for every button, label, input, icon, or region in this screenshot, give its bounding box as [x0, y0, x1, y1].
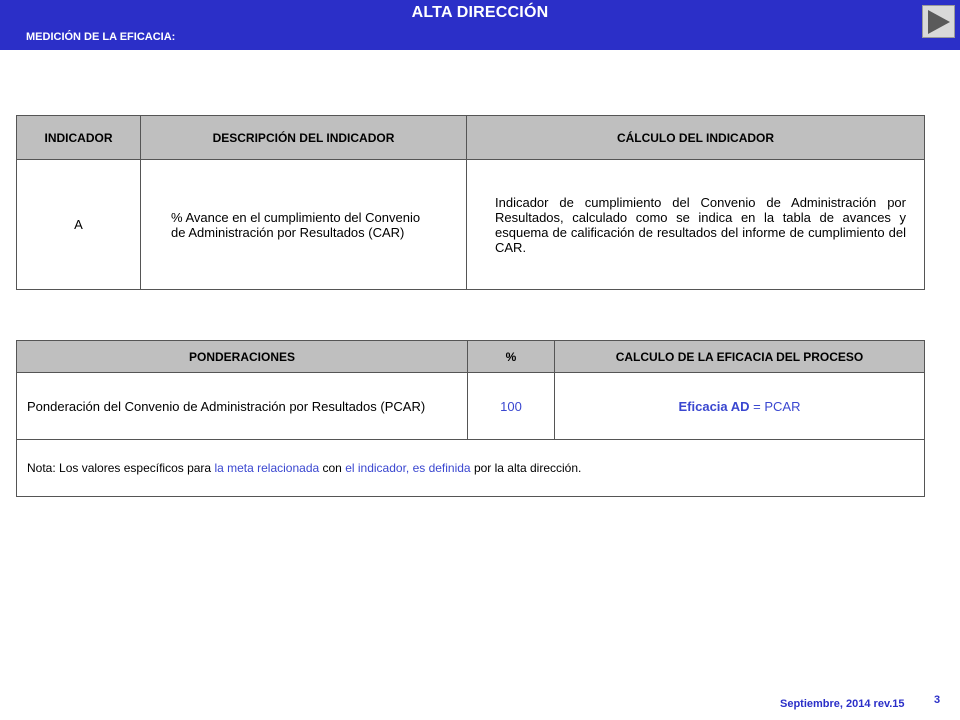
efficacy-formula-value: = PCAR: [749, 398, 801, 414]
note-text: por la alta dirección.: [470, 461, 582, 475]
table-header-row: [17, 116, 925, 160]
note-text: con: [319, 461, 346, 475]
table-row: [17, 160, 925, 290]
ponderation-percent: 100: [468, 373, 555, 440]
table-row: [17, 373, 925, 440]
indicator-table: [16, 115, 925, 290]
column-header: PONDERACIONES: [17, 341, 468, 373]
header-bar: [0, 0, 960, 50]
ponderation-text: Ponderación del Convenio de Administración por Resultados (PCAR): [17, 373, 468, 440]
page-title: ALTA DIRECCIÓN: [411, 4, 549, 21]
column-header: INDICADOR: [17, 116, 141, 160]
note-text: Nota: Los valores específicos para: [27, 461, 215, 475]
play-arrow-icon: [927, 9, 951, 35]
column-header: CÁLCULO DEL INDICADOR: [467, 116, 925, 160]
table-row: [17, 440, 925, 497]
page-number: 3: [934, 694, 941, 706]
page-subtitle: MEDICIÓN DE LA EFICACIA:: [26, 31, 176, 43]
column-header: CALCULO DE LA EFICACIA DEL PROCESO: [555, 341, 925, 373]
weights-table: [16, 340, 925, 497]
efficacy-formula: [555, 373, 925, 440]
indicator-calculation: Indicador de cumplimiento del Convenio de Administración por Resultados, calculado como se indica en la tabla de avances y esquema de calificación de resultados del informe de cumplimiento del CAR.: [467, 160, 925, 290]
next-slide-button[interactable]: [922, 5, 955, 38]
column-header: %: [468, 341, 555, 373]
column-header: DESCRIPCIÓN DEL INDICADOR: [141, 116, 467, 160]
note-highlight: el indicador, es definida: [345, 461, 471, 475]
footer-date: Septiembre, 2014 rev.15: [780, 698, 905, 710]
note-cell: [17, 440, 925, 497]
note-highlight: la meta relacionada: [214, 461, 320, 475]
efficacy-formula-label: Eficacia AD: [678, 398, 750, 414]
indicator-description: % Avance en el cumplimiento del Convenio de Administración por Resultados (CAR): [141, 160, 467, 290]
table-header-row: [17, 341, 925, 373]
indicator-code: A: [17, 160, 141, 290]
